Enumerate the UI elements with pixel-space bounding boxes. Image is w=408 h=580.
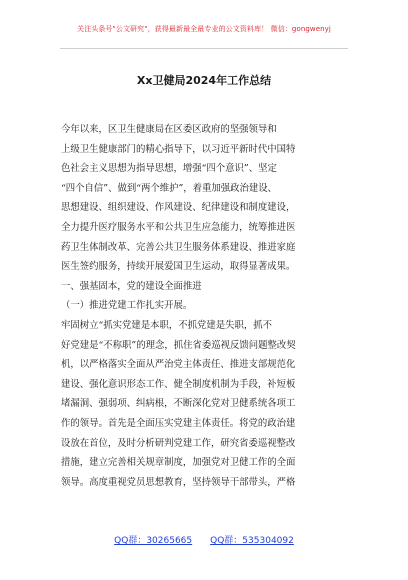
body-line: 措施，建立完善相关规章制度，加强党对卫健工作的全面: [61, 457, 296, 469]
body-line: 牢固树立“抓实党建是本职，不抓党建是失职，抓不: [61, 319, 273, 331]
body-line: 色社会主义思想为指导思想，增强“四个意识”、坚定: [61, 163, 277, 175]
body-line: 堵漏洞、强弱项、纠病根，不断深化党对卫健系统各项工: [61, 398, 296, 410]
body-line: 思想建设、组织建设、作风建设、纪律建设和制度建设，: [61, 202, 296, 214]
document-body: [61, 120, 347, 492]
body-line: “四个自信”、做到“两个维护”，着重加强政治建设、: [61, 182, 278, 194]
footer-contact: [0, 533, 408, 546]
document-title: Xx卫健局2024年工作总结: [136, 74, 272, 87]
body-line: 全力提升医疗服务水平和公共卫生应急能力，统筹推进医: [61, 221, 296, 233]
body-line: 好党建是“不称职”的理念，抓住省委巡视反馈问题整改契: [61, 339, 296, 351]
body-line: 作的领导。首先是全面压实党建主体责任。将党的政治建: [61, 417, 296, 429]
body-line: 设放在首位，及时分析研判党建工作，研究省委巡视整改: [61, 437, 296, 449]
header-banner: 关注头条号"公文研究"，获得最新最全最专业的公文资料库！ 微信：gongwenyj: [77, 25, 331, 33]
section-heading: 一、强基固本，党的建设全面推进: [61, 280, 202, 292]
body-line: 药卫生体制改革、完善公共卫生服务体系建设、推进家庭: [61, 241, 296, 253]
qq-group-link-1[interactable]: QQ群：30265665: [114, 536, 193, 546]
qq-group-link-2[interactable]: QQ群：535304092: [210, 536, 294, 546]
subsection-heading: （一）推进党建工作扎实开展。: [61, 300, 193, 312]
body-line: 领导。高度重视党员思想教育，坚持领导干部带头，严格: [61, 476, 296, 488]
header-divider: [60, 48, 348, 49]
body-line: 医生签约服务，持续开展爱国卫生运动，取得显著成果。: [61, 261, 296, 273]
body-line: 今年以来，区卫生健康局在区委区政府的坚强领导和: [61, 124, 277, 135]
body-line: 上级卫生健康部门的精心指导下，以习近平新时代中国特: [61, 143, 296, 155]
body-line: 机，以严格落实全面从严治党主体责任、推进支部规范化: [61, 359, 296, 371]
body-line: 建设、强化意识形态工作、健全制度机制为手段，补短板: [61, 378, 296, 390]
